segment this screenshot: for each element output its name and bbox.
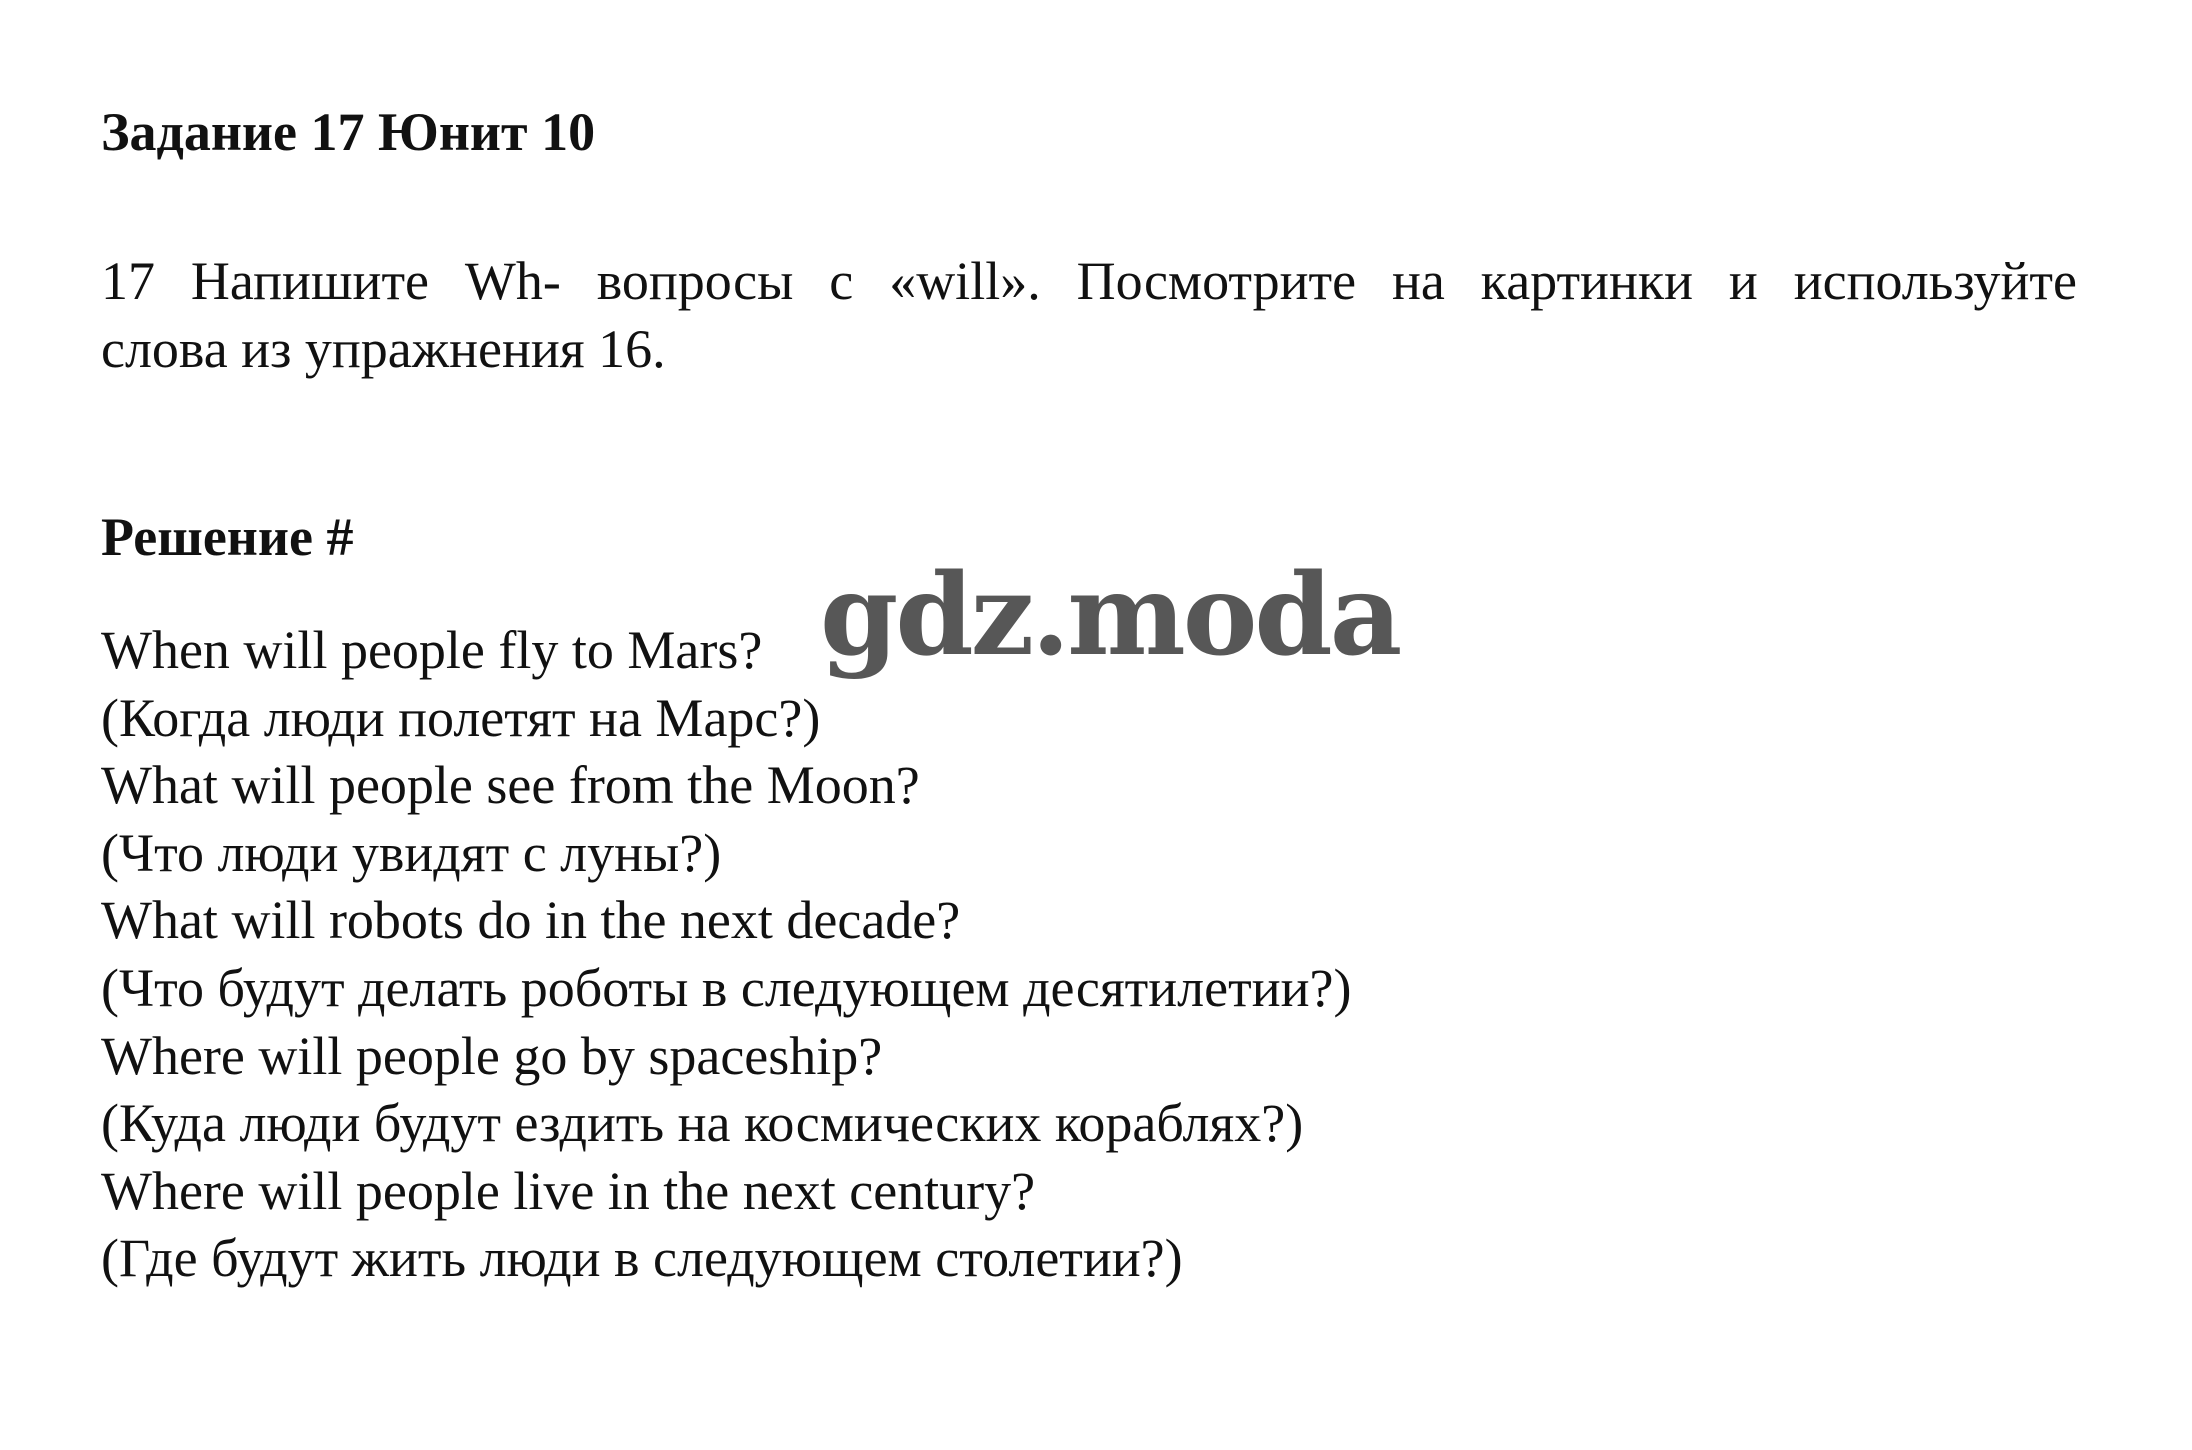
answer-translation-5: (Где будут жить люди в следующем столетии?) — [101, 1228, 1183, 1289]
answer-translation-3: (Что будут делать роботы в следующем десятилетии?) — [101, 957, 1352, 1018]
page-title: Задание 17 Юнит 10 — [101, 102, 596, 162]
answer-question-1: When will people fly to Mars? — [101, 620, 763, 680]
answer-translation-1: (Когда люди полетят на Марс?) — [101, 687, 821, 748]
watermark-logo: gdz.moda — [820, 550, 1400, 681]
answer-question-2: What will people see from the Moon? — [101, 755, 920, 816]
task-description-line-1: 17 Напишите Wh- вопросы с «will». Посмотрите на картинки и используйте — [101, 251, 2077, 311]
answer-question-5: Where will people live in the next century? — [101, 1160, 1036, 1221]
answer-question-4: Where will people go by spaceship? — [101, 1025, 883, 1086]
answer-list — [101, 617, 1351, 1293]
task-description-line-2: слова из упражнения 16. — [101, 319, 666, 379]
task-description — [101, 247, 2077, 383]
answer-question-3: What will robots do in the next decade? — [101, 890, 961, 951]
answer-translation-4: (Куда люди будут ездить на космических кораблях?) — [101, 1093, 1304, 1154]
answer-translation-2: (Что люди увидят с луны?) — [101, 822, 722, 883]
solution-heading: Решение # — [101, 507, 354, 567]
